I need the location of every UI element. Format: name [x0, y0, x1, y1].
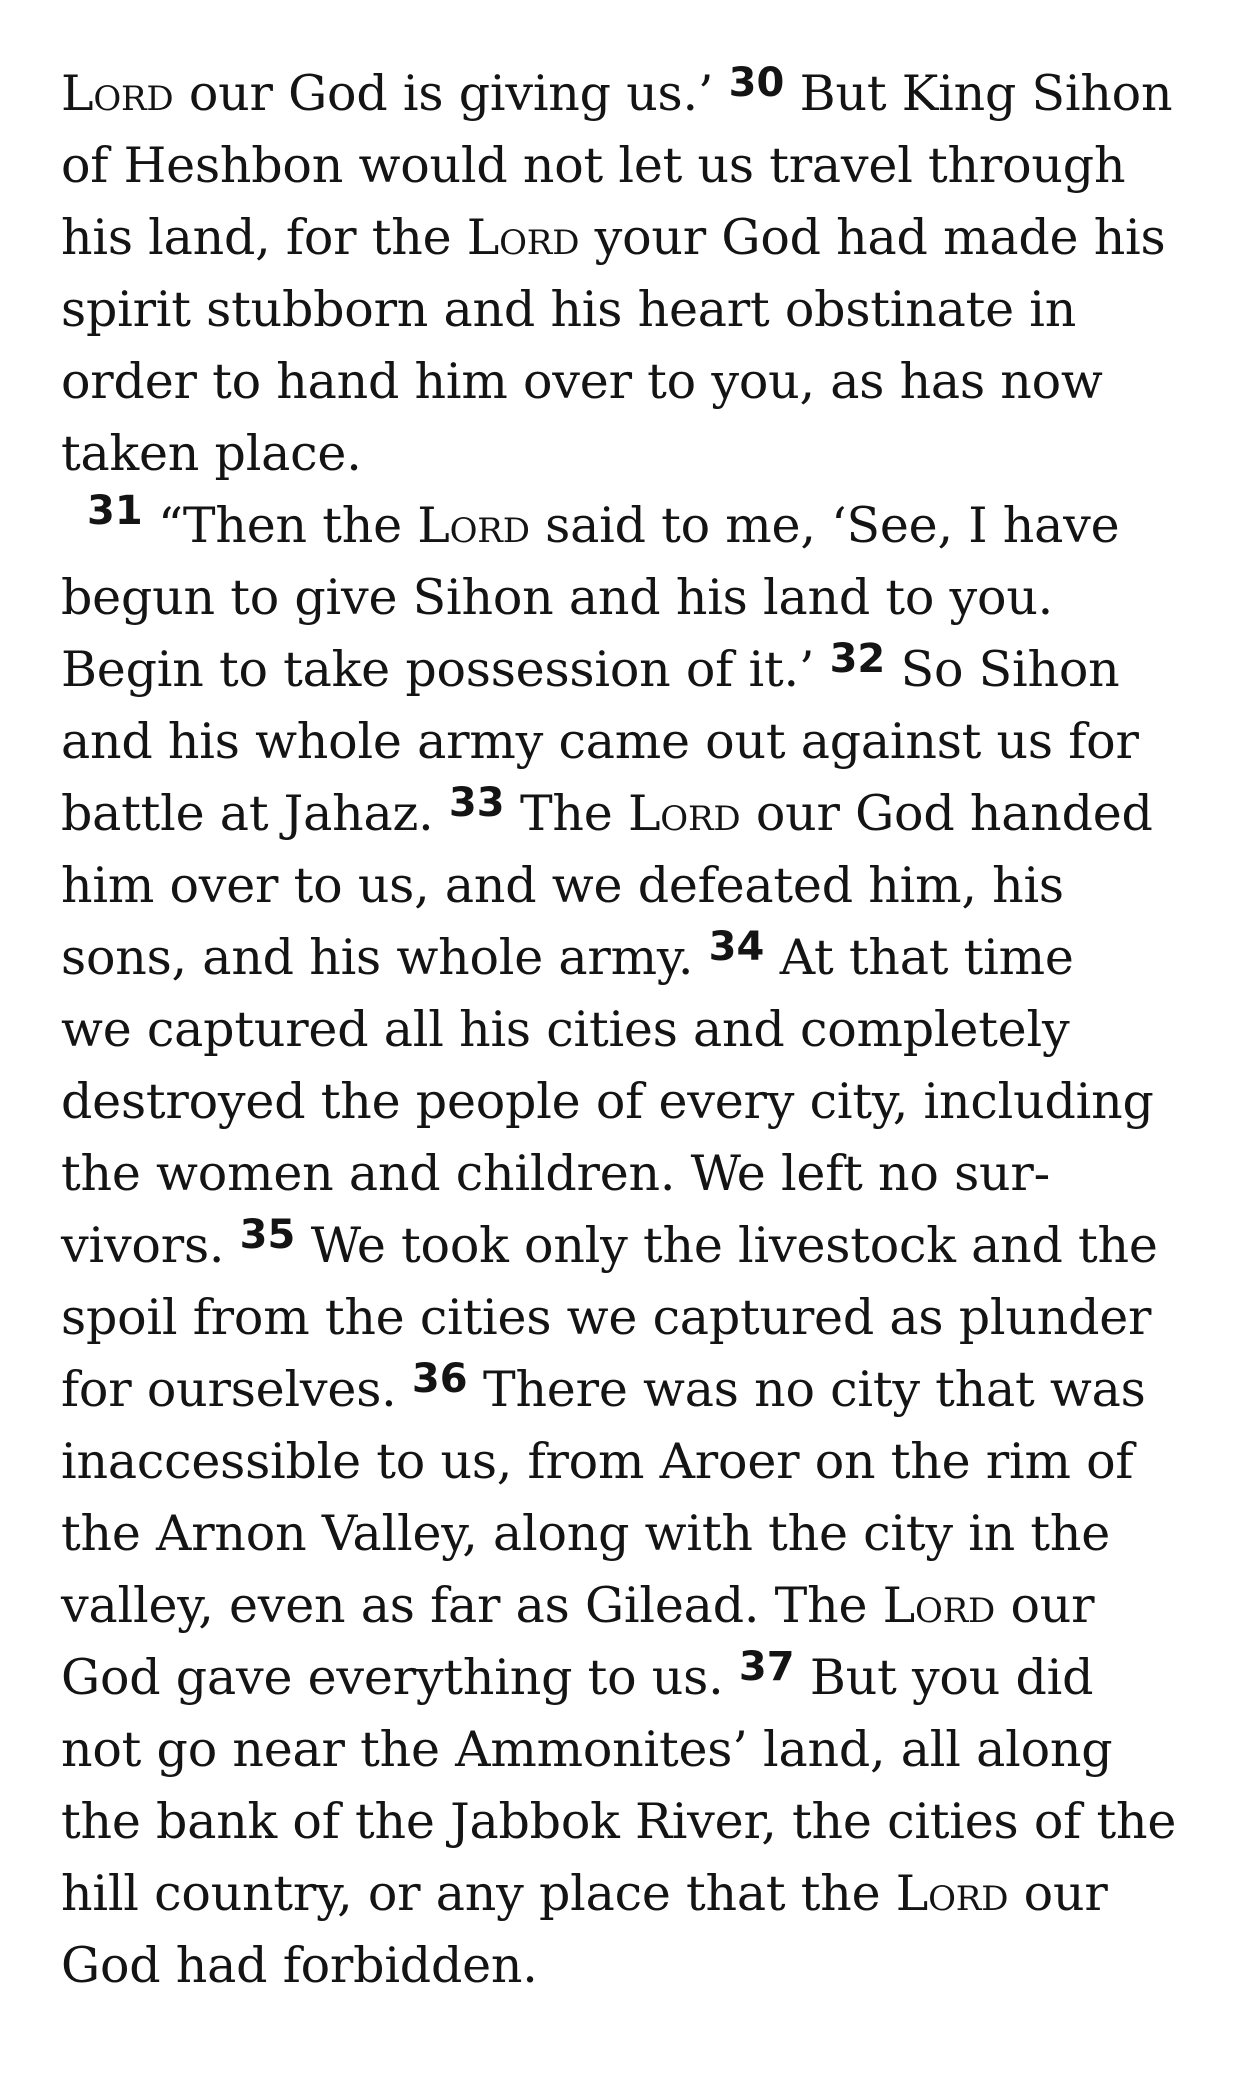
verse-text: for ourselves. — [61, 1361, 412, 1418]
text-line — [61, 562, 1191, 634]
text-line — [61, 1642, 1191, 1714]
verse-number: 32 — [829, 636, 886, 682]
verse-text: said to me, ‘See, I have — [529, 497, 1120, 554]
verse-number: 34 — [708, 924, 765, 970]
text-line — [61, 490, 1191, 562]
verse-text: vivors. — [61, 1217, 240, 1274]
verse-text: hill country, or any place that the — [61, 1865, 896, 1922]
text-line — [61, 994, 1191, 1066]
verse-text: spoil from the cities we captured as plunder — [61, 1289, 1152, 1346]
text-line — [61, 634, 1191, 706]
verse-number: 35 — [239, 1212, 296, 1258]
text-line — [61, 1930, 1191, 2002]
verse-text: There was no city that was — [467, 1361, 1146, 1418]
verse-text: our — [1008, 1865, 1108, 1922]
divine-name: Lord — [417, 497, 530, 554]
text-line — [61, 1858, 1191, 1930]
verse-number: 37 — [738, 1644, 795, 1690]
verse-text: God gave everything to us. — [61, 1649, 739, 1706]
verse-text: begun to give Sihon and his land to you. — [61, 569, 1054, 626]
divine-name: Lord — [627, 785, 741, 842]
verse-text: your God had made his — [579, 209, 1166, 266]
verse-text: destroyed the people of every city, including — [61, 1073, 1154, 1130]
divine-name: Lord — [882, 1577, 996, 1634]
verse-text: his land, for the — [61, 209, 467, 266]
verse-number: 30 — [728, 60, 785, 106]
text-line — [61, 1210, 1191, 1282]
text-line — [61, 778, 1191, 850]
verse-text: taken place. — [61, 425, 362, 482]
verse-text: So Sihon — [885, 641, 1120, 698]
verse-text: the women and children. We left no sur- — [61, 1145, 1050, 1202]
verse-text: At that time — [764, 929, 1074, 986]
verse-number: 36 — [411, 1356, 468, 1402]
verse-text: “Then the — [142, 497, 418, 554]
text-line — [61, 346, 1191, 418]
verse-text: The — [504, 785, 628, 842]
verse-text: sons, and his whole army. — [61, 929, 709, 986]
verse-number: 33 — [448, 780, 505, 826]
verse-text: our God is giving us.’ — [173, 65, 729, 122]
text-line — [61, 1570, 1191, 1642]
text-line — [61, 274, 1191, 346]
verse-text: But King Sihon — [784, 65, 1173, 122]
verse-text: of Heshbon would not let us travel through — [61, 137, 1126, 194]
verse-number: 31 — [87, 488, 143, 534]
verse-text: our God handed — [740, 785, 1153, 842]
text-line — [61, 1282, 1191, 1354]
text-line — [61, 1354, 1191, 1426]
text-line — [61, 1066, 1191, 1138]
text-line — [61, 1498, 1191, 1570]
verse-text: valley, even as far as Gilead. The — [61, 1577, 883, 1634]
divine-name: Lord — [61, 65, 174, 122]
verse-text: Begin to take possession of it.’ — [61, 641, 830, 698]
text-line — [61, 58, 1191, 130]
text-line — [61, 1426, 1191, 1498]
text-line — [61, 850, 1191, 922]
verse-text: order to hand him over to you, as has now — [61, 353, 1103, 410]
scripture-passage — [61, 58, 1191, 2002]
verse-text: But you did — [794, 1649, 1094, 1706]
text-line — [61, 922, 1191, 994]
verse-text: God had forbidden. — [61, 1937, 538, 1994]
divine-name: Lord — [466, 209, 580, 266]
verse-text: we captured all his cities and completely — [61, 1001, 1070, 1058]
verse-text: We took only the livestock and the — [295, 1217, 1158, 1274]
verse-text: not go near the Ammonites’ land, all along — [61, 1721, 1113, 1778]
divine-name: Lord — [895, 1865, 1009, 1922]
text-line — [61, 202, 1191, 274]
text-line — [61, 418, 1191, 490]
verse-text: battle at Jahaz. — [61, 785, 449, 842]
verse-text: him over to us, and we defeated him, his — [61, 857, 1064, 914]
verse-text: and his whole army came out against us for — [61, 713, 1139, 770]
verse-text: our — [995, 1577, 1095, 1634]
verse-text: inaccessible to us, from Aroer on the rim of — [61, 1433, 1134, 1490]
verse-text: the Arnon Valley, along with the city in the — [61, 1505, 1111, 1562]
text-line — [61, 1786, 1191, 1858]
verse-text: spirit stubborn and his heart obstinate in — [61, 281, 1077, 338]
text-line — [61, 130, 1191, 202]
text-line — [61, 1714, 1191, 1786]
text-line — [61, 706, 1191, 778]
verse-text: the bank of the Jabbok River, the cities of the — [61, 1793, 1177, 1850]
text-line — [61, 1138, 1191, 1210]
